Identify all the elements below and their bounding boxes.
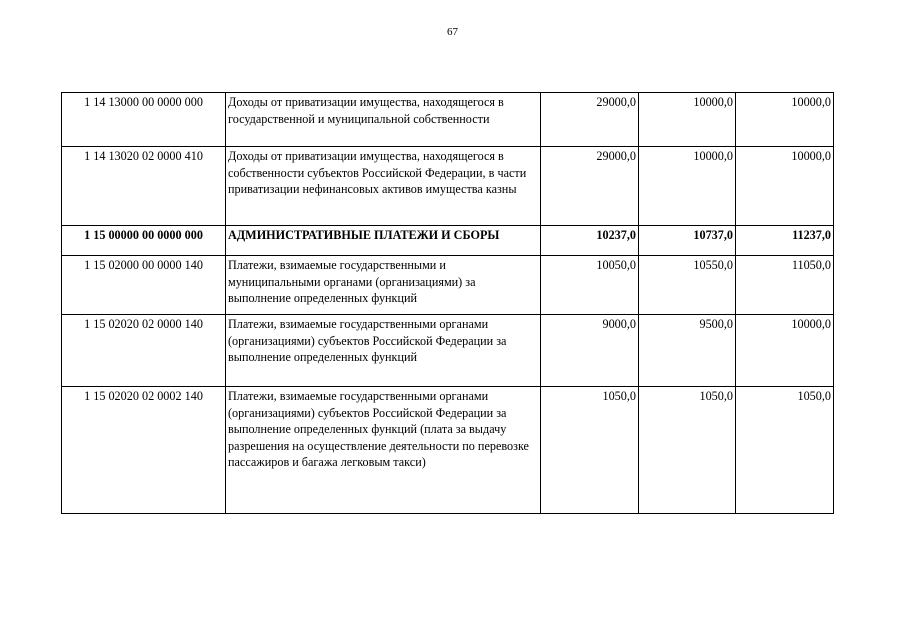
amount-year-3: 10000,0: [736, 93, 834, 147]
budget-code: 1 15 00000 00 0000 000: [62, 226, 226, 256]
amount-year-2: 10550,0: [639, 256, 736, 315]
amount-year-2: 10000,0: [639, 147, 736, 226]
amount-year-1: 29000,0: [541, 93, 639, 147]
revenue-name: Платежи, взимаемые государственными органами (организациями) субъектов Российской Федерации за выполнение определенных функций (плата за выдачу разрешения на осуществление деятельности по перевозке пассажиров и багажа легковым такси): [226, 387, 541, 514]
revenue-name: Доходы от приватизации имущества, находящегося в собственности субъектов Российской Федерации, в части приватизации нефинансовых активов имущества казны: [226, 147, 541, 226]
table-row: [62, 387, 834, 514]
amount-year-3: 11237,0: [736, 226, 834, 256]
amount-year-3: 1050,0: [736, 387, 834, 514]
amount-year-1: 10237,0: [541, 226, 639, 256]
table-row: [62, 256, 834, 315]
table-row: [62, 147, 834, 226]
amount-year-1: 1050,0: [541, 387, 639, 514]
table-row: [62, 93, 834, 147]
amount-year-1: 10050,0: [541, 256, 639, 315]
amount-year-2: 1050,0: [639, 387, 736, 514]
budget-code: 1 14 13000 00 0000 000: [62, 93, 226, 147]
amount-year-3: 10000,0: [736, 315, 834, 387]
revenue-table: [61, 92, 834, 514]
amount-year-1: 29000,0: [541, 147, 639, 226]
budget-code: 1 14 13020 02 0000 410: [62, 147, 226, 226]
revenue-name: АДМИНИСТРАТИВНЫЕ ПЛАТЕЖИ И СБОРЫ: [226, 226, 541, 256]
budget-code: 1 15 02020 02 0000 140: [62, 315, 226, 387]
table-row: [62, 315, 834, 387]
amount-year-2: 10000,0: [639, 93, 736, 147]
amount-year-3: 11050,0: [736, 256, 834, 315]
page-number: 67: [447, 26, 458, 38]
amount-year-2: 10737,0: [639, 226, 736, 256]
revenue-name: Платежи, взимаемые государственными и муниципальными органами (организациями) за выполнение определенных функций: [226, 256, 541, 315]
amount-year-3: 10000,0: [736, 147, 834, 226]
table-row-section: [62, 226, 834, 256]
budget-code: 1 15 02020 02 0002 140: [62, 387, 226, 514]
amount-year-1: 9000,0: [541, 315, 639, 387]
budget-code: 1 15 02000 00 0000 140: [62, 256, 226, 315]
amount-year-2: 9500,0: [639, 315, 736, 387]
revenue-name: Платежи, взимаемые государственными органами (организациями) субъектов Российской Федерации за выполнение определенных функций: [226, 315, 541, 387]
revenue-name: Доходы от приватизации имущества, находящегося в государственной и муниципальной собственности: [226, 93, 541, 147]
